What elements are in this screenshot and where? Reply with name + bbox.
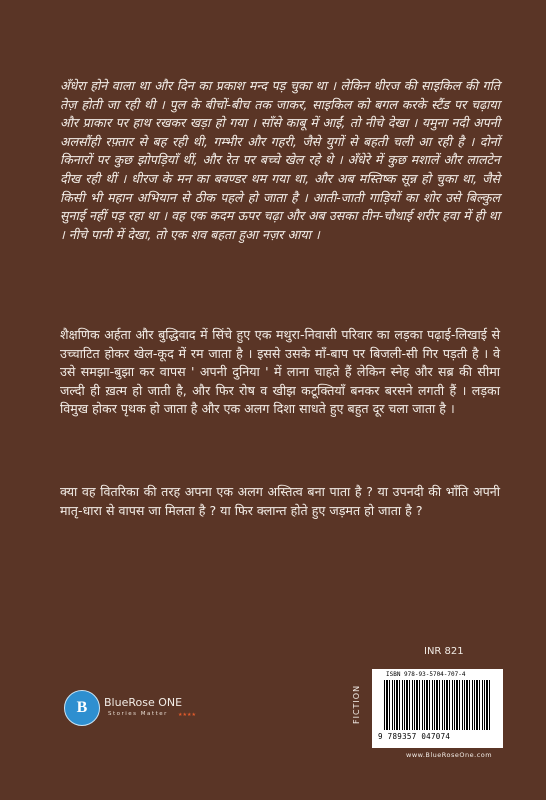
publisher-website: www.BlueRoseOne.com [406,751,493,759]
publisher-logo [64,690,194,726]
publisher-tagline: Stories Matter [108,711,168,717]
publisher-name: BlueRose ONE [104,696,183,709]
isbn-barcode [372,669,503,748]
publisher-logo-letter: B [76,699,88,716]
publisher-badge: ★★★★ [178,712,196,718]
synopsis-paragraph: शैक्षणिक अर्हता और बुद्धिवाद में सिंचे हुए एक मथुरा-निवासी परिवार का लड़का पढ़ाई-लिखाई से उच्चाटित होकर खेल-कूद में रम जाता है । इससे उसके माँ-बाप पर बिजली-सी गिर पड़ती है । वे उसे समझा-बुझा कर वापस ' अपनी दुनिया ' में लाना चाहते हैं लेकिन स्नेह और सब्र की सीमा जल्दी ही ख़त्म हो जाती है, और फिर रोष व खीझ कटूक्तियाँ बनकर बरसने लगती हैं । लड़का विमुख होकर पृथक हो जाता है और एक अलग दिशा साधते हुए बहुत दूर चला जाता है । [60,327,500,417]
story-excerpt-paragraph: अँधेरा होने वाला था और दिन का प्रकाश मन्द पड़ चुका था । लेकिन धीरज की साइकिल की गति तेज़ होती जा रही थी । पुल के बीचों-बीच तक जाकर, साइकिल को बगल करके स्टैंड पर चढ़ाया और प्राकार पर हाथ रखकर खड़ा हो गया । साँसे काबू में आईं, तो नीचे देखा । यमुना नदी अपनी अलसौंही रफ़्तार से बह रही थी, गम्भीर और गहरी, जैसे युगों से बहती चली आ रही है । दोनों किनारों पर कुछ झोपड़ियाँ थीं, और रेत पर बच्चे खेल रहे थे । अँधेरे में कुछ मशालें और लालटेन दीख रही थीं । धीरज के मन का बवण्डर थम गया था, और अब मस्तिष्क सून्न हो चुका था, जैसे किसी भी महान अभियान से ठीक पहले हो जाता है । आती-जाती गाड़ियों का शोर उसे बिल्कुल सुनाई नहीं पड़ रहा था । वह एक कदम ऊपर चढ़ा और अब उसका तीन-चौथाई शरीर हवा में ही था । नीचे पानी में देखा, तो एक शव बहता हुआ नज़र आया । [60,78,500,242]
genre-label: FICTION [352,684,361,724]
isbn-number: 9 789357 047074 [378,732,451,741]
isbn-label: ISBN 978-93-5704-707-4 [386,671,466,678]
question-paragraph: क्या वह वितरिका की तरह अपना एक अलग अस्तित्व बना पाता है ? या उपनदी की भाँति अपनी मातृ-धारा से वापस जा मिलता है ? या फिर क्लान्त होते हुए जड़मत हो जाता है ? [60,484,500,518]
price-label: INR 821 [424,646,464,657]
publisher-logo-icon [64,690,100,726]
barcode-bars [384,680,492,730]
